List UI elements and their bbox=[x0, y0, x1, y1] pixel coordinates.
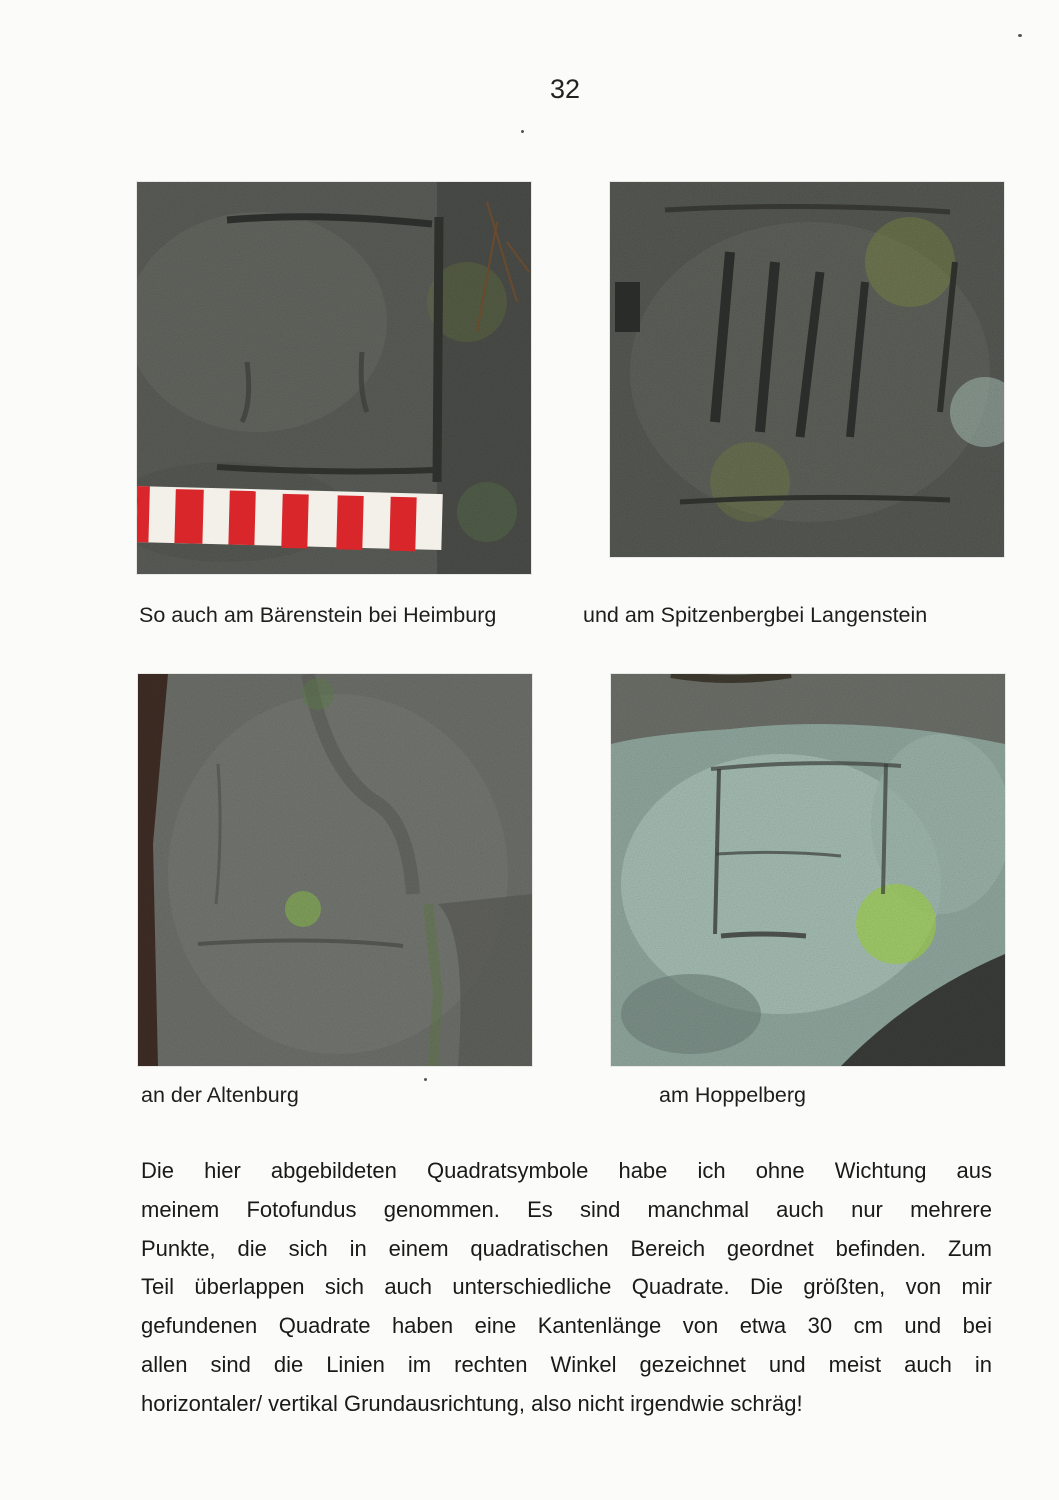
photo-caption: am Hoppelberg bbox=[659, 1083, 807, 1107]
stone-carving-image bbox=[611, 674, 1005, 1066]
stone-carving-image bbox=[138, 674, 532, 1066]
paragraph-line: meinem Fotofundus genommen. Es sind manchmal auch nur mehrere bbox=[141, 1196, 992, 1222]
stone-carving-image bbox=[610, 182, 1004, 557]
scan-speck bbox=[1018, 34, 1022, 37]
paragraph-line: Teil überlappen sich auch unterschiedliche Quadrate. Die größten, von mir bbox=[141, 1274, 992, 1300]
page-number: 32 bbox=[549, 74, 581, 104]
photo-caption: an der Altenburg bbox=[141, 1083, 299, 1107]
body-paragraph bbox=[141, 1152, 992, 1424]
photo-caption: So auch am Bärenstein bei Heimburg bbox=[139, 603, 497, 627]
photo-hoppelberg bbox=[611, 674, 1005, 1066]
photo-spitzenberg bbox=[610, 182, 1004, 557]
paragraph-line: Die hier abgebildeten Quadratsymbole habe ich ohne Wichtung aus bbox=[141, 1158, 992, 1183]
scan-speck bbox=[424, 1078, 427, 1081]
paragraph-line: gefundenen Quadrate haben eine Kantenlänge von etwa 30 cm und bei bbox=[141, 1313, 992, 1339]
photo-caption: und am Spitzenbergbei Langenstein bbox=[583, 603, 928, 627]
paragraph-line: horizontaler/ vertikal Grundausrichtung, also nicht irgendwie schräg! bbox=[141, 1390, 803, 1416]
photo-altenburg bbox=[138, 674, 532, 1066]
stone-carving-image bbox=[137, 182, 531, 574]
photo-baerenstein bbox=[137, 182, 531, 574]
paragraph-line: Punkte, die sich in einem quadratischen Bereich geordnet befinden. Zum bbox=[141, 1235, 992, 1261]
scan-speck bbox=[521, 130, 524, 133]
paragraph-line: allen sind die Linien im rechten Winkel gezeichnet und meist auch in bbox=[141, 1351, 992, 1377]
